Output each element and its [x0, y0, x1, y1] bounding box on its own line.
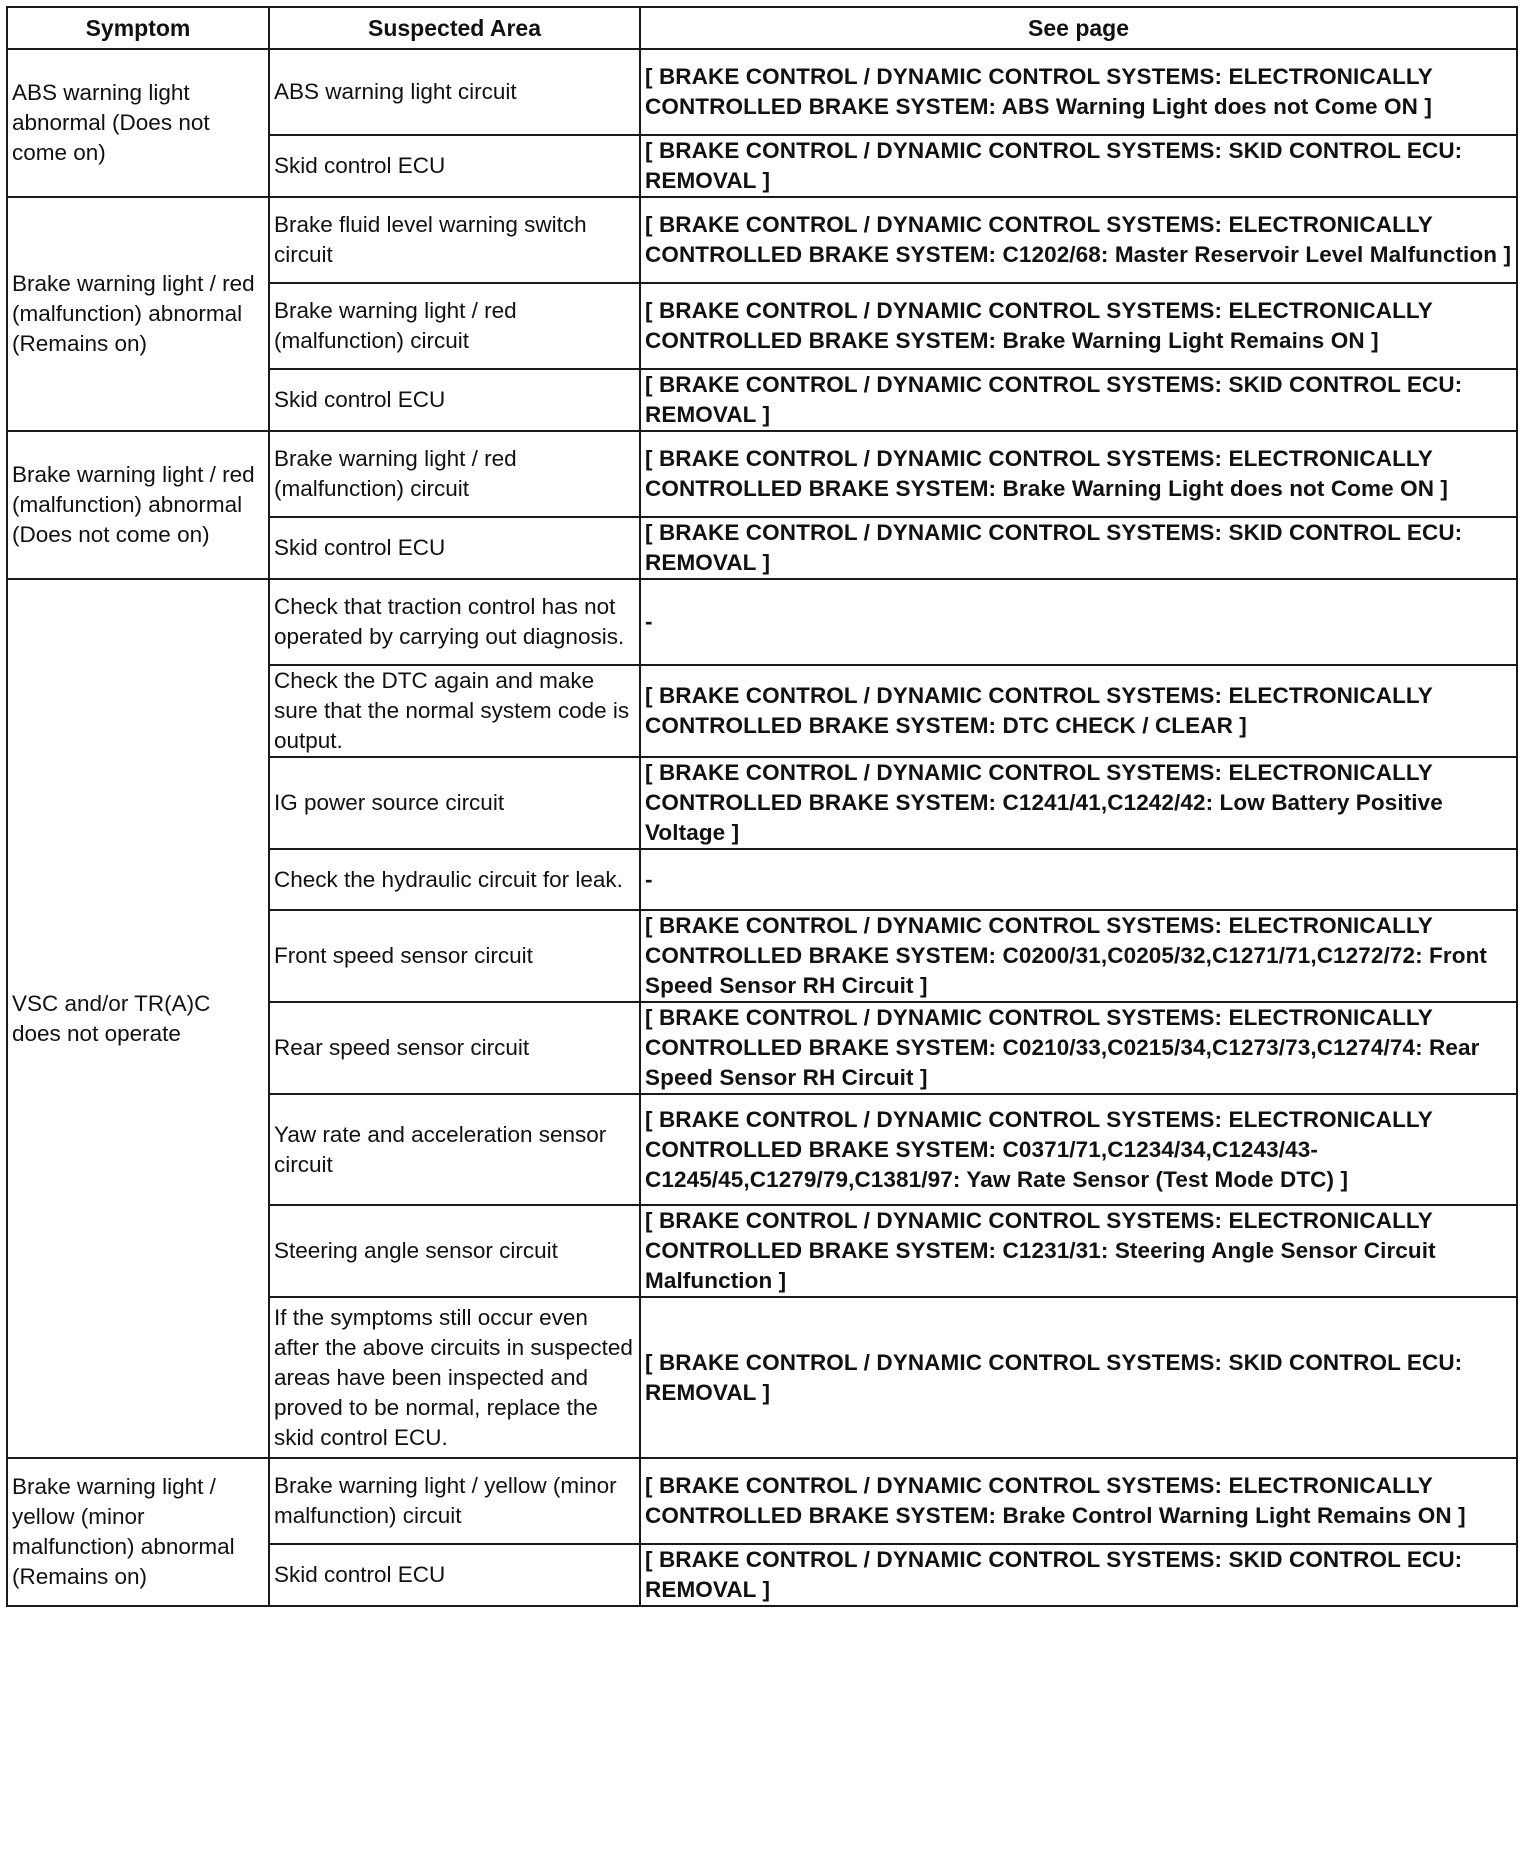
header-row	[7, 7, 1517, 49]
header-suspected-area: Suspected Area	[269, 7, 640, 49]
symptom-cell: VSC and/or TR(A)C does not operate	[7, 579, 269, 1458]
see-page-cell: -	[640, 849, 1517, 910]
see-page-cell: [ BRAKE CONTROL / DYNAMIC CONTROL SYSTEMS: ELECTRONICALLY CONTROLLED BRAKE SYSTEM: C1202/68: Master Reservoir Level Malfunction ]	[640, 197, 1517, 283]
see-page-cell: [ BRAKE CONTROL / DYNAMIC CONTROL SYSTEMS: ELECTRONICALLY CONTROLLED BRAKE SYSTEM: Brake Warning Light does not Come ON ]	[640, 431, 1517, 517]
suspected-area-cell: IG power source circuit	[269, 757, 640, 849]
suspected-area-cell: Front speed sensor circuit	[269, 910, 640, 1002]
see-page-cell: [ BRAKE CONTROL / DYNAMIC CONTROL SYSTEMS: ELECTRONICALLY CONTROLLED BRAKE SYSTEM: ABS Warning Light does not Come ON ]	[640, 49, 1517, 135]
suspected-area-cell: Skid control ECU	[269, 135, 640, 197]
suspected-area-cell: Check the DTC again and make sure that the normal system code is output.	[269, 665, 640, 757]
see-page-cell: [ BRAKE CONTROL / DYNAMIC CONTROL SYSTEMS: SKID CONTROL ECU: REMOVAL ]	[640, 369, 1517, 431]
see-page-cell: [ BRAKE CONTROL / DYNAMIC CONTROL SYSTEMS: ELECTRONICALLY CONTROLLED BRAKE SYSTEM: C0210/33,C0215/34,C1273/73,C1274/74: Rear Speed Sensor RH Circuit ]	[640, 1002, 1517, 1094]
suspected-area-cell: Skid control ECU	[269, 369, 640, 431]
see-page-cell: [ BRAKE CONTROL / DYNAMIC CONTROL SYSTEMS: SKID CONTROL ECU: REMOVAL ]	[640, 517, 1517, 579]
see-page-cell: [ BRAKE CONTROL / DYNAMIC CONTROL SYSTEMS: ELECTRONICALLY CONTROLLED BRAKE SYSTEM: C0371/71,C1234/34,C1243/43-C1245/45,C1279/79,C1381/97: Yaw Rate Sensor (Test Mode DTC) ]	[640, 1094, 1517, 1205]
suspected-area-cell: Steering angle sensor circuit	[269, 1205, 640, 1297]
symptom-cell: Brake warning light / red (malfunction) abnormal (Does not come on)	[7, 431, 269, 579]
suspected-area-cell: Brake warning light / yellow (minor malfunction) circuit	[269, 1458, 640, 1544]
suspected-area-cell: ABS warning light circuit	[269, 49, 640, 135]
see-page-cell: [ BRAKE CONTROL / DYNAMIC CONTROL SYSTEMS: ELECTRONICALLY CONTROLLED BRAKE SYSTEM: C1241/41,C1242/42: Low Battery Positive Voltage ]	[640, 757, 1517, 849]
see-page-cell: [ BRAKE CONTROL / DYNAMIC CONTROL SYSTEMS: SKID CONTROL ECU: REMOVAL ]	[640, 1544, 1517, 1606]
table-row	[7, 1458, 1517, 1544]
suspected-area-cell: Check that traction control has not operated by carrying out diagnosis.	[269, 579, 640, 665]
suspected-area-cell: Check the hydraulic circuit for leak.	[269, 849, 640, 910]
symptom-cell: Brake warning light / red (malfunction) abnormal (Remains on)	[7, 197, 269, 431]
see-page-cell: [ BRAKE CONTROL / DYNAMIC CONTROL SYSTEMS: SKID CONTROL ECU: REMOVAL ]	[640, 135, 1517, 197]
see-page-cell: [ BRAKE CONTROL / DYNAMIC CONTROL SYSTEMS: SKID CONTROL ECU: REMOVAL ]	[640, 1297, 1517, 1458]
symptom-cell: ABS warning light abnormal (Does not come on)	[7, 49, 269, 197]
table-row	[7, 49, 1517, 135]
see-page-cell: [ BRAKE CONTROL / DYNAMIC CONTROL SYSTEMS: ELECTRONICALLY CONTROLLED BRAKE SYSTEM: C1231/31: Steering Angle Sensor Circuit Malfunction ]	[640, 1205, 1517, 1297]
suspected-area-cell: Skid control ECU	[269, 1544, 640, 1606]
suspected-area-cell: Yaw rate and acceleration sensor circuit	[269, 1094, 640, 1205]
table-row	[7, 197, 1517, 283]
table-row	[7, 431, 1517, 517]
see-page-cell: -	[640, 579, 1517, 665]
suspected-area-cell: Brake warning light / red (malfunction) circuit	[269, 283, 640, 369]
troubleshooting-table	[6, 6, 1518, 1607]
see-page-cell: [ BRAKE CONTROL / DYNAMIC CONTROL SYSTEMS: ELECTRONICALLY CONTROLLED BRAKE SYSTEM: DTC CHECK / CLEAR ]	[640, 665, 1517, 757]
table-row	[7, 579, 1517, 665]
suspected-area-cell: Brake warning light / red (malfunction) circuit	[269, 431, 640, 517]
see-page-cell: [ BRAKE CONTROL / DYNAMIC CONTROL SYSTEMS: ELECTRONICALLY CONTROLLED BRAKE SYSTEM: Brake Control Warning Light Remains ON ]	[640, 1458, 1517, 1544]
header-symptom: Symptom	[7, 7, 269, 49]
suspected-area-cell: If the symptoms still occur even after the above circuits in suspected areas have been inspected and proved to be normal, replace the skid control ECU.	[269, 1297, 640, 1458]
symptom-cell: Brake warning light / yellow (minor malfunction) abnormal (Remains on)	[7, 1458, 269, 1606]
suspected-area-cell: Skid control ECU	[269, 517, 640, 579]
suspected-area-cell: Brake fluid level warning switch circuit	[269, 197, 640, 283]
suspected-area-cell: Rear speed sensor circuit	[269, 1002, 640, 1094]
see-page-cell: [ BRAKE CONTROL / DYNAMIC CONTROL SYSTEMS: ELECTRONICALLY CONTROLLED BRAKE SYSTEM: C0200/31,C0205/32,C1271/71,C1272/72: Front Speed Sensor RH Circuit ]	[640, 910, 1517, 1002]
see-page-cell: [ BRAKE CONTROL / DYNAMIC CONTROL SYSTEMS: ELECTRONICALLY CONTROLLED BRAKE SYSTEM: Brake Warning Light Remains ON ]	[640, 283, 1517, 369]
header-see-page: See page	[640, 7, 1517, 49]
